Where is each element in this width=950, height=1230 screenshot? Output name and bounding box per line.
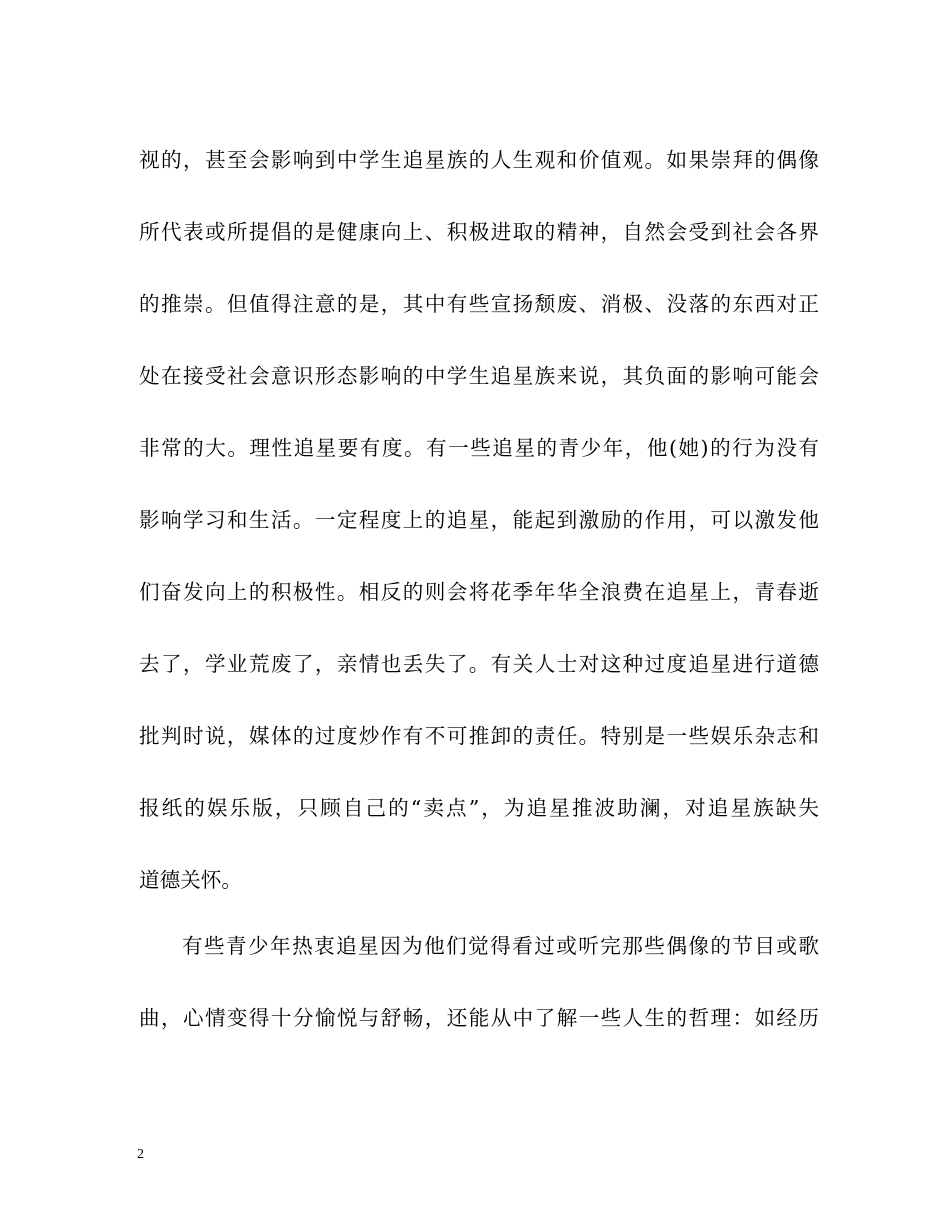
text-line-4: 处在接受社会意识形态影响的中学生追星族来说，其负面的影响可能会 <box>139 364 819 388</box>
text-line-10: 报纸的娱乐版，只顾自己的“卖点”，为追星推波助澜，对追星族缺失 <box>139 796 819 820</box>
text-line-5: 非常的大。理性追星要有度。有一些追星的青少年，他(她)的行为没有 <box>139 436 819 460</box>
text-line-12: 有些青少年热衷追星因为他们觉得看过或听完那些偶像的节目或歌 <box>182 934 819 958</box>
text-line-3: 的推崇。但值得注意的是，其中有些宣扬颓废、消极、没落的东西对正 <box>139 292 819 316</box>
text-line-2: 所代表或所提倡的是健康向上、积极进取的精神，自然会受到社会各界 <box>139 220 819 244</box>
page-number: 2 <box>137 1147 144 1162</box>
text-line-8: 去了，学业荒废了，亲情也丢失了。有关人士对这种过度追星进行道德 <box>139 652 819 676</box>
text-line-11: 道德关怀。 <box>139 868 242 892</box>
text-line-13: 曲，心情变得十分愉悦与舒畅，还能从中了解一些人生的哲理：如经历 <box>139 1006 819 1030</box>
text-line-6: 影响学习和生活。一定程度上的追星，能起到激励的作用，可以激发他 <box>139 508 819 532</box>
text-line-9: 批判时说，媒体的过度炒作有不可推卸的责任。特别是一些娱乐杂志和 <box>139 724 819 748</box>
text-line-7: 们奋发向上的积极性。相反的则会将花季年华全浪费在追星上，青春逝 <box>139 580 819 604</box>
text-line-1: 视的，甚至会影响到中学生追星族的人生观和价值观。如果崇拜的偶像 <box>139 148 819 172</box>
